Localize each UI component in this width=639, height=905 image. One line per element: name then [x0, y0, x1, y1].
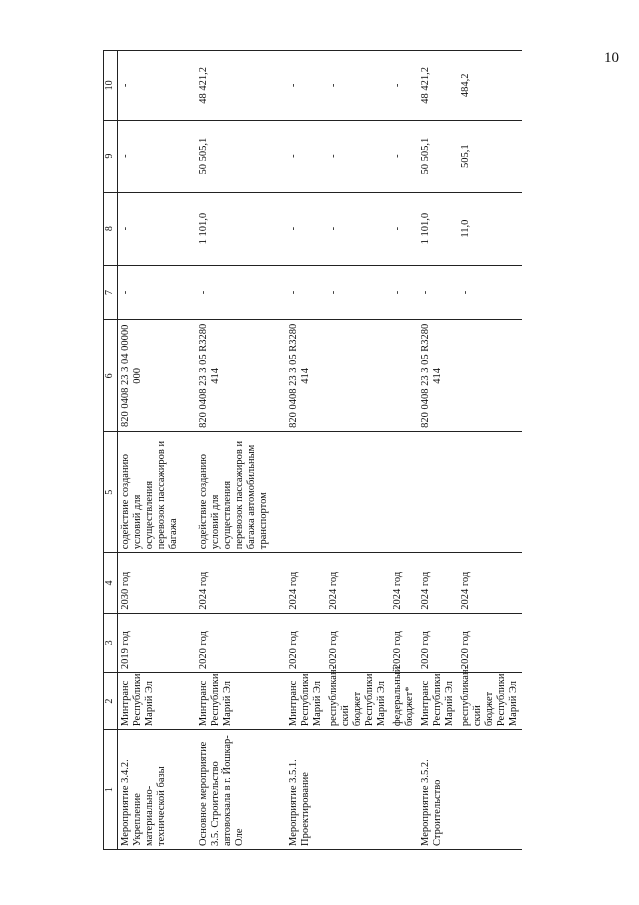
cell-start: 2020 год: [326, 613, 390, 672]
cell-executor: республикан-ский бюджет Республики Марий Эл: [458, 673, 522, 730]
cell-c10: 484,2: [458, 51, 522, 121]
cell-c7: -: [196, 265, 272, 320]
rotated-table-container: [103, 50, 583, 850]
col-header-6: 6: [104, 320, 118, 432]
cell-start: 2020 год: [286, 613, 326, 672]
cell-start: 2020 год: [196, 613, 272, 672]
cell-executor: Минтранс Республики Марий Эл: [196, 673, 272, 730]
cell-end: 2024 год: [196, 553, 272, 613]
cell-executor: республикан-ский бюджет Республики Марий Эл: [326, 673, 390, 730]
row-spacer: [272, 51, 286, 850]
cell-result: [418, 432, 458, 553]
cell-c7: -: [286, 265, 326, 320]
cell-bcc: 820 0408 23 3 05 R3280 414: [418, 320, 458, 432]
col-header-9: 9: [104, 120, 118, 192]
cell-bcc: [326, 320, 390, 432]
cell-bcc: 820 0408 23 3 05 R3280 414: [196, 320, 272, 432]
header-row: [104, 51, 118, 850]
cell-c8: -: [286, 192, 326, 265]
cell-c9: -: [390, 120, 418, 192]
cell-end: 2024 год: [326, 553, 390, 613]
cell-c8: 1 101,0: [418, 192, 458, 265]
cell-name: [326, 730, 390, 850]
cell-c8: 11,0: [458, 192, 522, 265]
cell-c10: -: [390, 51, 418, 121]
cell-c8: -: [326, 192, 390, 265]
cell-c8: -: [118, 192, 183, 265]
col-header-8: 8: [104, 192, 118, 265]
cell-c8: 1 101,0: [196, 192, 272, 265]
cell-c9: -: [118, 120, 183, 192]
cell-c10: -: [326, 51, 390, 121]
col-header-7: 7: [104, 265, 118, 320]
cell-name: Мероприятие 3.5.1. Проектирование: [286, 730, 326, 850]
table-row: [326, 51, 390, 850]
cell-start: 2020 год: [418, 613, 458, 672]
col-header-2: 2: [104, 673, 118, 730]
cell-c9: 50 505,1: [418, 120, 458, 192]
cell-bcc: 820 0408 23 3 04 00000 000: [118, 320, 183, 432]
cell-name: [390, 730, 418, 850]
cell-name: [458, 730, 522, 850]
col-header-10: 10: [104, 51, 118, 121]
cell-start: 2020 год: [458, 613, 522, 672]
cell-bcc: [458, 320, 522, 432]
cell-result: содействие созданию условий для осуществления перевозок пассажиров и багажа автомобильным транспортом: [196, 432, 272, 553]
cell-c7: -: [458, 265, 522, 320]
cell-executor: Минтранс Республики Марий Эл: [286, 673, 326, 730]
cell-result: [326, 432, 390, 553]
cell-result: содействие созданию условий для осуществления перевозок пассажиров и багажа: [118, 432, 183, 553]
table-row: [286, 51, 326, 850]
cell-end: 2030 год: [118, 553, 183, 613]
cell-end: 2024 год: [286, 553, 326, 613]
col-header-3: 3: [104, 613, 118, 672]
cell-result: [286, 432, 326, 553]
table-row: [118, 51, 183, 850]
page-number: 10: [604, 50, 619, 66]
cell-c10: -: [286, 51, 326, 121]
cell-c10: 48 421,2: [196, 51, 272, 121]
cell-c7: -: [418, 265, 458, 320]
cell-end: 2024 год: [458, 553, 522, 613]
cell-bcc: [390, 320, 418, 432]
program-table: [103, 50, 522, 850]
cell-c9: 505,1: [458, 120, 522, 192]
cell-end: 2024 год: [418, 553, 458, 613]
table-row: [418, 51, 458, 850]
col-header-4: 4: [104, 553, 118, 613]
cell-start: 2019 год: [118, 613, 183, 672]
cell-c7: -: [326, 265, 390, 320]
table-row: [390, 51, 418, 850]
cell-c10: 48 421,2: [418, 51, 458, 121]
cell-executor: федеральный бюджет*: [390, 673, 418, 730]
cell-c9: 50 505,1: [196, 120, 272, 192]
cell-name: Мероприятие 3.5.2. Строительство: [418, 730, 458, 850]
cell-name: Основное мероприятие 3.5. Строительство автовокзала в г. Йошкар-Оле: [196, 730, 272, 850]
cell-c9: -: [286, 120, 326, 192]
cell-result: [390, 432, 418, 553]
cell-end: 2024 год: [390, 553, 418, 613]
cell-executor: Минтранс Республики Марий Эл: [118, 673, 183, 730]
cell-c9: -: [326, 120, 390, 192]
cell-executor: Минтранс Республики Марий Эл: [418, 673, 458, 730]
cell-c8: -: [390, 192, 418, 265]
col-header-5: 5: [104, 432, 118, 553]
cell-bcc: 820 0408 23 3 05 R3280 414: [286, 320, 326, 432]
row-spacer: [182, 51, 196, 850]
col-header-1: 1: [104, 730, 118, 850]
cell-c7: -: [390, 265, 418, 320]
cell-result: [458, 432, 522, 553]
table-row: [196, 51, 272, 850]
cell-c7: -: [118, 265, 183, 320]
cell-start: 2020 год: [390, 613, 418, 672]
cell-name: Мероприятие 3.4.2. Укрепление материально-технической базы: [118, 730, 183, 850]
table-row: [458, 51, 522, 850]
cell-c10: -: [118, 51, 183, 121]
